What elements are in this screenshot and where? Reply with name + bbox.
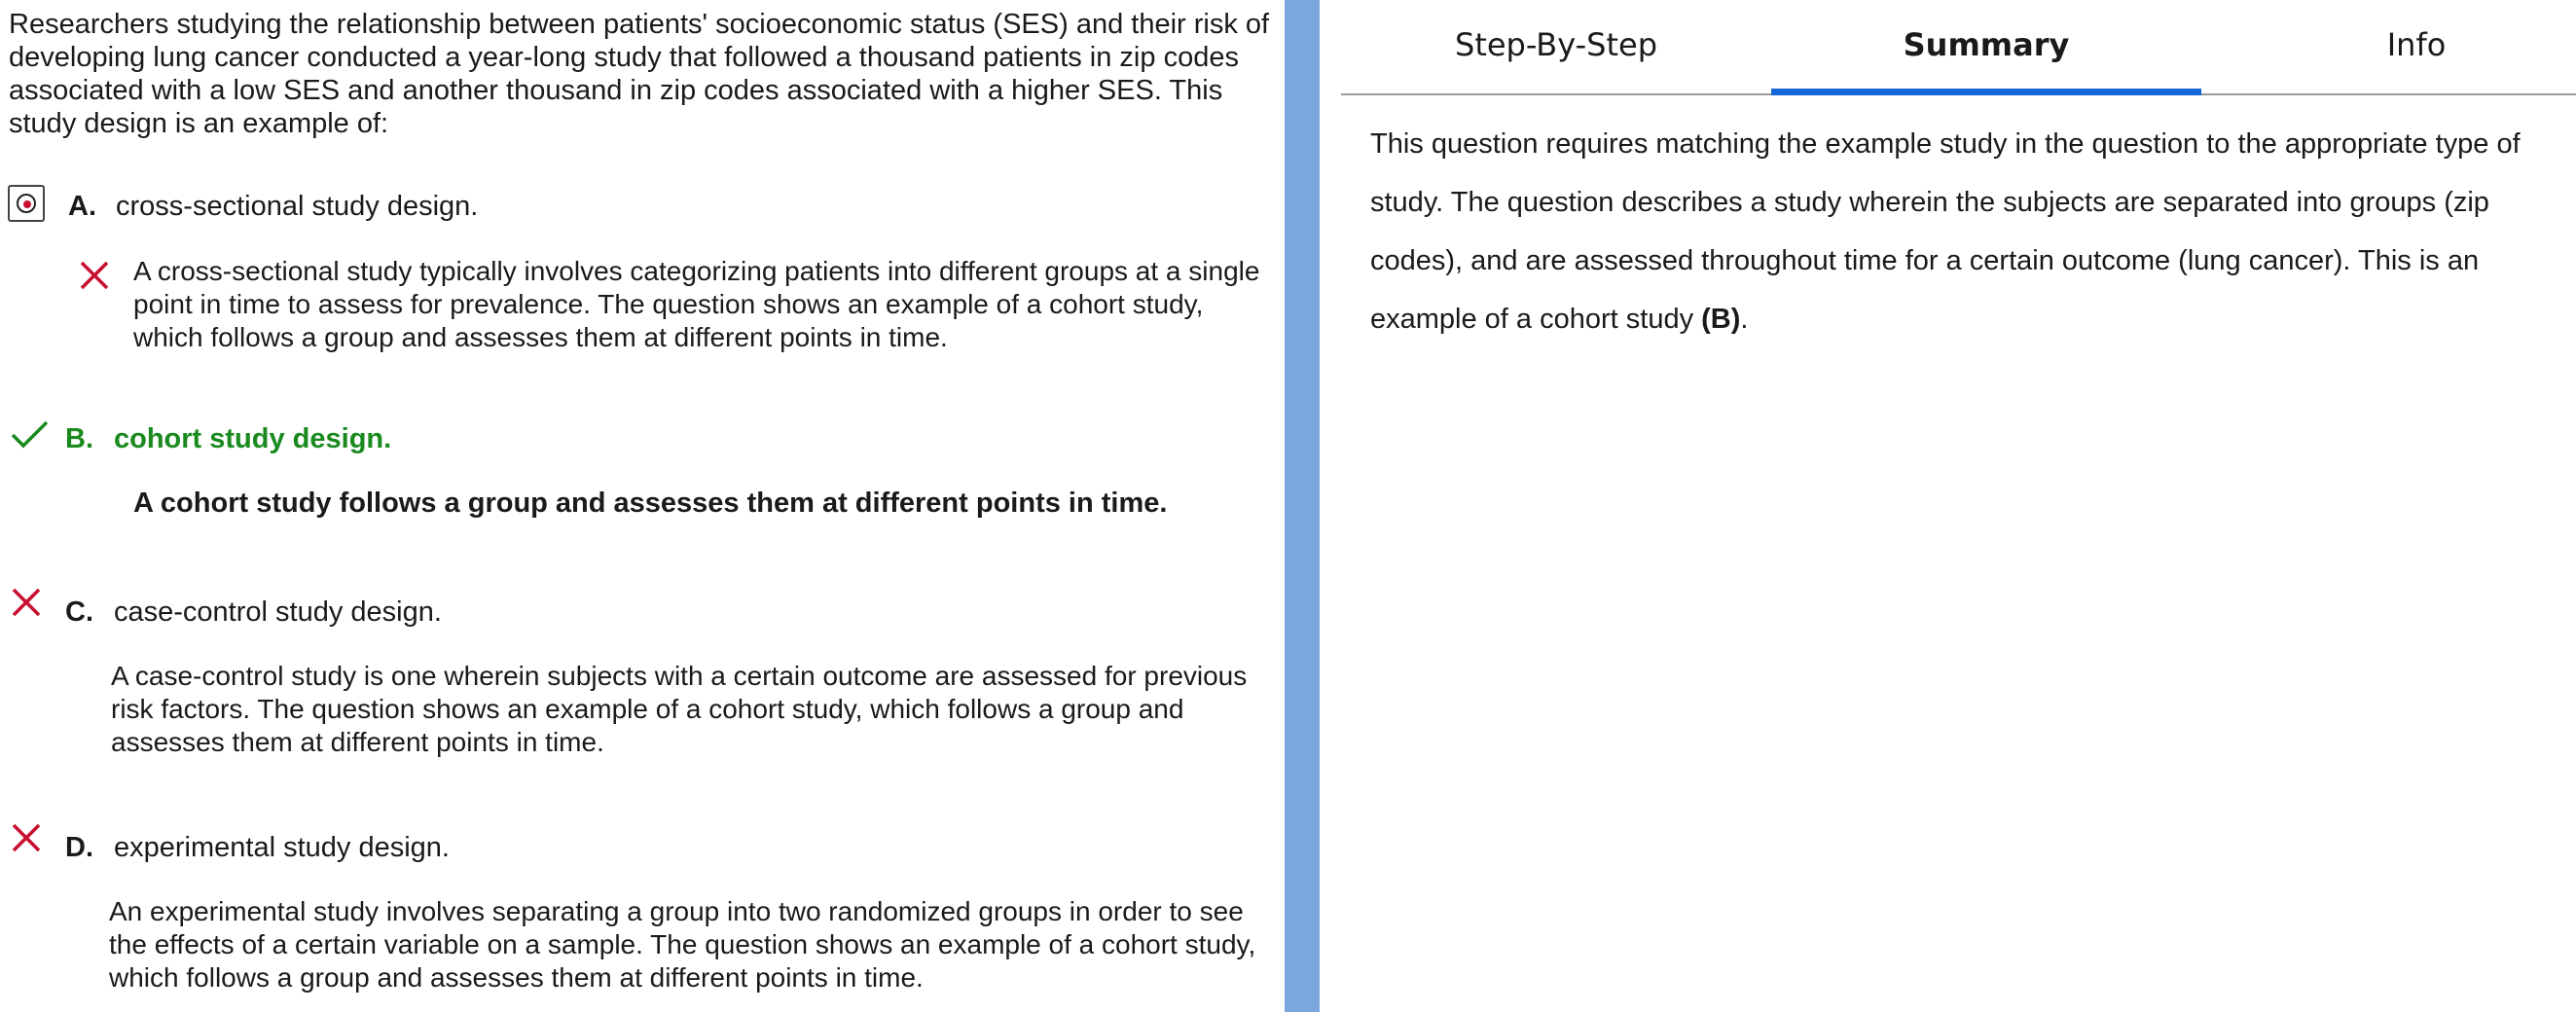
option-text: case-control study design. <box>114 596 442 628</box>
tab-info[interactable]: Info <box>2386 26 2447 63</box>
question-stem: Researchers studying the relationship between patients' socioeconomic status (SES) and their risk of developing lung cancer conducted a year-long study that followed a thousand patients in zip codes associated with a low SES and another thousand in zip codes associated with a higher SES. This study design is an example of: <box>9 9 1270 139</box>
x-icon <box>78 259 111 292</box>
option-explanation: A cross-sectional study typically involves categorizing patients into different groups at a single point in time to assess for prevalence. The question shows an example of a cohort study, which follows a group and assesses them at different points in time. <box>133 256 1260 352</box>
summary-answer-ref: (B) <box>1701 304 1741 335</box>
check-icon <box>10 418 51 452</box>
option-explanation: A cohort study follows a group and assesses them at different points in time. <box>133 488 1168 519</box>
option-letter: D. <box>65 832 93 863</box>
option-explanation: A case-control study is one wherein subjects with a certain outcome are assessed for previous risk factors. The question shows an example of a cohort study, which follows a group and assesses them at different points in time. <box>111 661 1248 757</box>
option-letter: B. <box>65 423 93 454</box>
x-icon <box>10 586 43 619</box>
explanation-panel <box>1320 0 2576 1012</box>
tab-summary[interactable]: Summary <box>1771 0 2201 93</box>
tab-step-by-step[interactable]: Step-By-Step <box>1455 26 1657 63</box>
option-text: experimental study design. <box>114 832 450 863</box>
summary-body: This question requires matching the example study in the question to the appropriate type of study. The question describes a study wherein the subjects are separated into groups (zip codes), and are assessed throughout time for a certain outcome (lung cancer). This is an example of a cohort study <box>1370 128 2521 335</box>
x-icon <box>10 821 43 854</box>
option-text: cohort study design. <box>114 423 392 454</box>
panel-divider[interactable] <box>1285 0 1320 1012</box>
option-letter: C. <box>65 596 93 628</box>
option-letter: A. <box>68 191 96 222</box>
summary-text <box>1370 115 2569 348</box>
question-panel <box>0 0 1285 1012</box>
option-explanation: An experimental study involves separating a group into two randomized groups in order to see the effects of a certain variable on a sample. The question shows an example of a cohort study, which follows a group and assesses them at different points in time. <box>109 896 1256 993</box>
tab-bar <box>1341 0 2576 95</box>
radio-selected-icon[interactable] <box>8 185 45 222</box>
summary-end: . <box>1740 304 1749 335</box>
option-text: cross-sectional study design. <box>116 191 479 222</box>
